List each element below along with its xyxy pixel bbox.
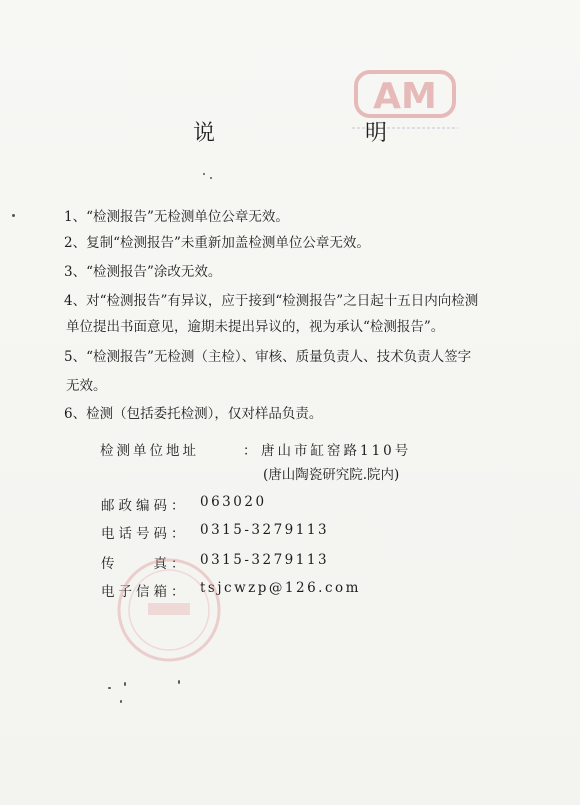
official-seal-stamp <box>100 555 238 665</box>
logo-text: AM <box>373 76 437 117</box>
scan-speck <box>12 214 15 217</box>
fax-value: 0315-3279113 <box>200 552 330 568</box>
note-item-4: 4、对“检测报告”有异议，应于接到“检测报告”之日起十五日内向检测 <box>64 293 479 309</box>
email-label: 电子信箱： <box>101 584 189 600</box>
scan-speck <box>203 173 205 175</box>
scan-speck <box>120 700 122 703</box>
scan-speck <box>108 687 111 689</box>
note-item-5-cont: 无效。 <box>66 378 107 394</box>
note-item-2: 2、复制“检测报告”未重新加盖检测单位公章无效。 <box>64 235 370 251</box>
note-item-4-cont: 单位提出书面意见，逾期未提出异议的，视为承认“检测报告”。 <box>66 319 445 335</box>
address-colon: ： <box>243 443 257 459</box>
phone-label: 电话号码： <box>101 526 189 542</box>
postal-code-label: 邮政编码： <box>101 498 189 514</box>
scan-speck <box>210 177 212 179</box>
address-sub: (唐山陶瓷研究院.院内) <box>263 467 400 483</box>
scan-speck <box>124 682 126 686</box>
note-item-5: 5、“检测报告”无检测（主检）、审核、质量负责人、技术负责人签字 <box>64 349 472 365</box>
page-title <box>0 116 580 146</box>
phone-value: 0315-3279113 <box>200 522 330 538</box>
scan-speck <box>178 680 180 684</box>
note-item-6: 6、检测（包括委托检测），仅对样品负责。 <box>64 406 323 422</box>
title-char-1: 说 <box>193 121 217 146</box>
postal-code-value: 063020 <box>200 494 267 510</box>
note-item-1: 1、“检测报告”无检测单位公章无效。 <box>64 209 289 225</box>
address-value: 唐山市缸窑路110号 <box>261 443 412 459</box>
note-item-3: 3、“检测报告”涂改无效。 <box>64 264 222 280</box>
title-char-2: 明 <box>365 121 389 146</box>
email-value: tsjcwzp@126.com <box>200 580 361 596</box>
fax-label: 传 真： <box>101 556 189 572</box>
address-label: 检测单位地址 <box>100 443 199 459</box>
